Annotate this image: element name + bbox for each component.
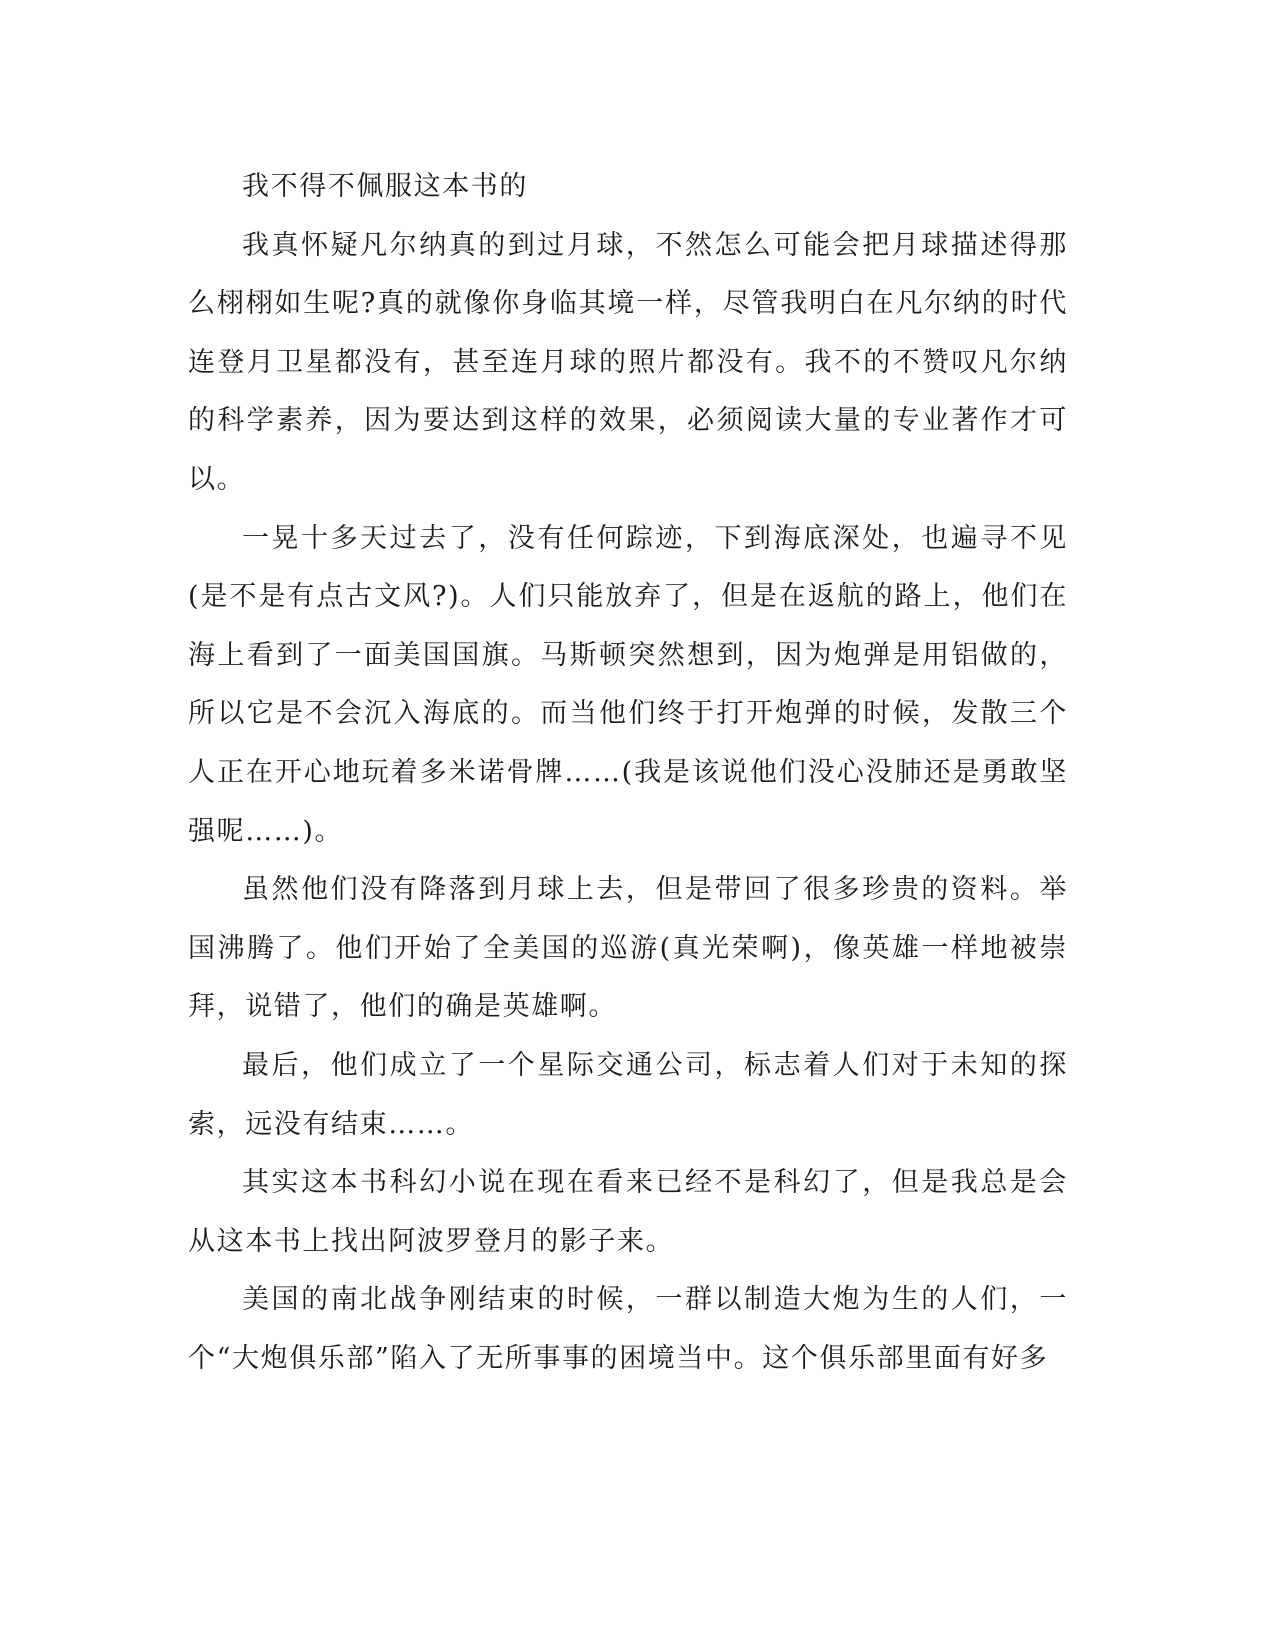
paragraph-3: 一晃十多天过去了，没有任何踪迹，下到海底深处，也遍寻不见(是不是有点古文风?)。人们只能放弃了，但是在返航的路上，他们在海上看到了一面美国国旗。马斯顿突然想到，因为炮弹是用铝做的，所以它是不会沉入海底的。而当他们终于打开炮弹的时候，发散三个人正在开心地玩着多米诺骨牌……(我是该说他们没心没肺还是勇敢坚强呢……)。: [188, 522, 1068, 847]
paragraph-2: 我真怀疑凡尔纳真的到过月球，不然怎么可能会把月球描述得那么栩栩如生呢?真的就像你身临其境一样，尽管我明白在凡尔纳的时代连登月卫星都没有，甚至连月球的照片都没有。我不的不赞叹凡尔纳的科学素养，因为要达到这样的效果，必须阅读大量的专业著作才可以。: [188, 229, 1068, 495]
paragraph-1: 我不得不佩服这本书的: [242, 171, 528, 202]
paragraph-5: 最后，他们成立了一个星际交通公司，标志着人们对于未知的探索，远没有结束……。: [188, 1049, 1068, 1140]
document-body: [188, 158, 1068, 1388]
paragraph-4: 虽然他们没有降落到月球上去，但是带回了很多珍贵的资料。举国沸腾了。他们开始了全美国的巡游(真光荣啊)，像英雄一样地被崇拜，说错了，他们的确是英雄啊。: [188, 874, 1068, 1023]
paragraph-7: 美国的南北战争刚结束的时候，一群以制造大炮为生的人们，一个“大炮俱乐部”陷入了无所事事的困境当中。这个俱乐部里面有好多: [188, 1284, 1068, 1374]
paragraph-6: 其实这本书科幻小说在现在看来已经不是科幻了，但是我总是会从这本书上找出阿波罗登月的影子来。: [188, 1167, 1068, 1257]
